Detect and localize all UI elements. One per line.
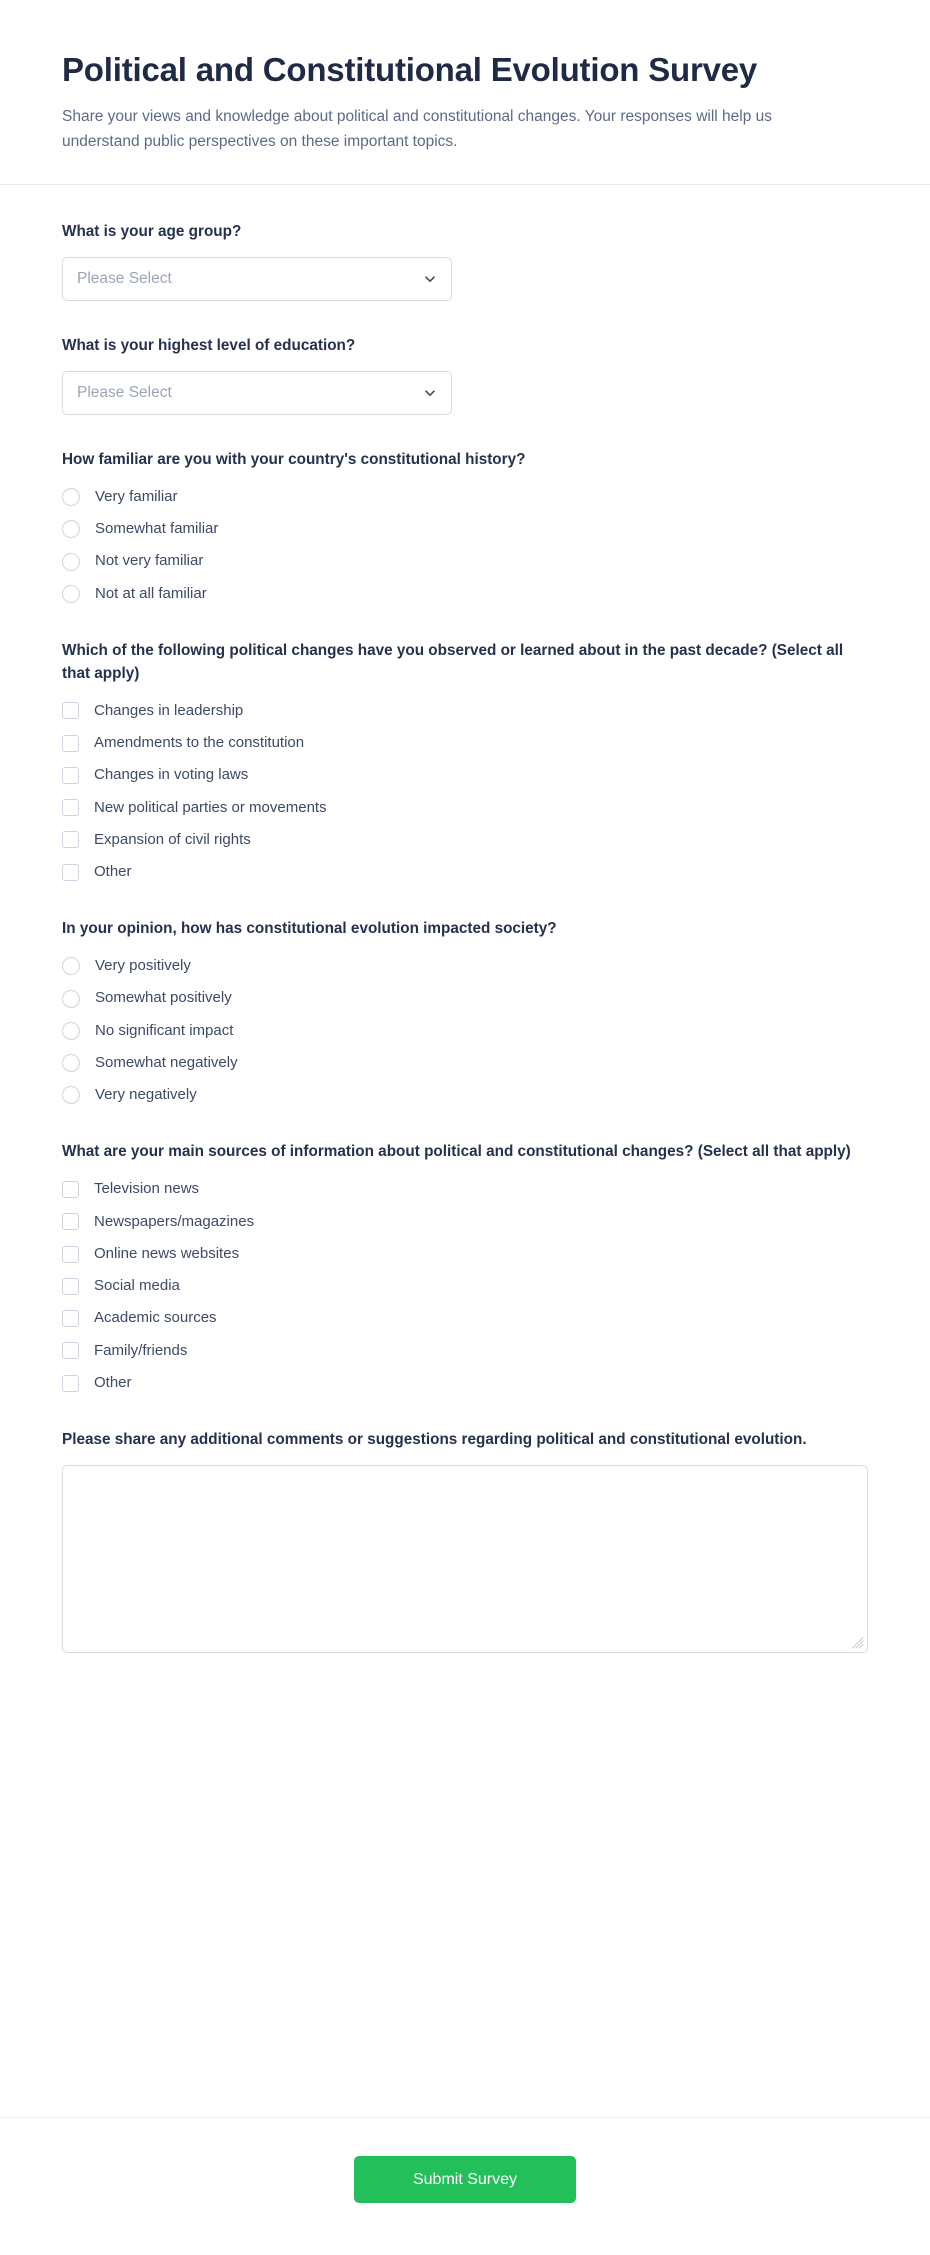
- checkbox-icon[interactable]: [62, 799, 79, 816]
- education-level-select-value: Please Select: [77, 383, 172, 401]
- resize-grip-icon[interactable]: [850, 1635, 864, 1649]
- page-subtitle: Share your views and knowledge about political and constitutional changes. Your responses will help us understand public perspectives on these important topics.: [62, 107, 773, 150]
- option-label: Amendments to the constitution: [94, 734, 305, 752]
- checkbox-option[interactable]: [62, 699, 868, 723]
- additional-comments-textarea[interactable]: [62, 1465, 868, 1653]
- radio-option[interactable]: [62, 582, 868, 606]
- radio-icon[interactable]: [62, 585, 80, 603]
- radio-icon[interactable]: [62, 990, 80, 1008]
- radio-option[interactable]: [62, 986, 868, 1010]
- radio-icon[interactable]: [62, 957, 80, 975]
- radio-option[interactable]: [62, 954, 868, 978]
- option-label: Somewhat familiar: [95, 520, 219, 538]
- checkbox-option[interactable]: [62, 1177, 868, 1201]
- radio-group-constitutional-familiarity: [62, 485, 868, 606]
- page-title: Political and Constitutional Evolution Survey: [62, 51, 758, 88]
- checkbox-icon[interactable]: [62, 1310, 79, 1327]
- checkbox-option[interactable]: [62, 1274, 868, 1298]
- question-information-sources: [62, 1141, 868, 1395]
- radio-option[interactable]: [62, 485, 868, 509]
- option-label: Not at all familiar: [95, 584, 207, 602]
- radio-icon[interactable]: [62, 488, 80, 506]
- option-label: Family/friends: [94, 1341, 188, 1359]
- age-group-select-wrapper: [62, 257, 452, 301]
- checkbox-option[interactable]: [62, 796, 868, 820]
- option-label: Other: [94, 1373, 132, 1391]
- chevron-down-icon: [423, 272, 437, 286]
- option-label: Somewhat negatively: [95, 1053, 238, 1071]
- radio-icon[interactable]: [62, 1054, 80, 1072]
- option-label: Changes in voting laws: [94, 766, 249, 784]
- question-observed-political-changes: [62, 640, 868, 884]
- radio-option[interactable]: [62, 1083, 868, 1107]
- question-label: What are your main sources of information about political and constitutional changes? (Select all that apply): [62, 1143, 851, 1161]
- checkbox-icon[interactable]: [62, 1342, 79, 1359]
- option-label: Social media: [94, 1277, 180, 1295]
- radio-icon[interactable]: [62, 1086, 80, 1104]
- option-label: Other: [94, 863, 132, 881]
- education-level-select[interactable]: [62, 371, 452, 415]
- age-group-select[interactable]: [62, 257, 452, 301]
- checkbox-icon[interactable]: [62, 1213, 79, 1230]
- option-label: New political parties or movements: [94, 798, 327, 816]
- radio-group-constitutional-impact: [62, 954, 868, 1107]
- checkbox-option[interactable]: [62, 731, 868, 755]
- checkbox-option[interactable]: [62, 1339, 868, 1363]
- question-label: Which of the following political changes have you observed or learned about in the past decade? (Select all that apply): [62, 641, 844, 682]
- submit-survey-button[interactable]: Submit Survey: [354, 2156, 576, 2203]
- checkbox-icon[interactable]: [62, 767, 79, 784]
- option-label: No significant impact: [95, 1021, 234, 1039]
- question-label: Please share any additional comments or suggestions regarding political and constitutional evolution.: [62, 1431, 807, 1449]
- option-label: Academic sources: [94, 1309, 217, 1327]
- chevron-down-icon: [423, 386, 437, 400]
- option-label: Very negatively: [95, 1086, 197, 1104]
- checkbox-option[interactable]: [62, 1371, 868, 1395]
- option-label: Very familiar: [95, 487, 178, 505]
- radio-icon[interactable]: [62, 553, 80, 571]
- checkbox-icon[interactable]: [62, 1246, 79, 1263]
- checkbox-option[interactable]: [62, 1242, 868, 1266]
- form-body: [0, 185, 930, 2083]
- question-education-level: [62, 335, 868, 415]
- question-label: In your opinion, how has constitutional evolution impacted society?: [62, 920, 557, 938]
- question-constitutional-impact: [62, 918, 868, 1107]
- checkbox-icon[interactable]: [62, 1181, 79, 1198]
- question-label: What is your age group?: [62, 223, 242, 241]
- checkbox-option[interactable]: [62, 1306, 868, 1330]
- radio-option[interactable]: [62, 1019, 868, 1043]
- education-level-select-wrapper: [62, 371, 452, 415]
- checkbox-icon[interactable]: [62, 702, 79, 719]
- question-constitutional-familiarity: [62, 449, 868, 606]
- radio-option[interactable]: [62, 1051, 868, 1075]
- question-age-group: [62, 221, 868, 301]
- radio-option[interactable]: [62, 517, 868, 541]
- option-label: Online news websites: [94, 1244, 240, 1262]
- checkbox-option[interactable]: [62, 1210, 868, 1234]
- checkbox-icon[interactable]: [62, 1375, 79, 1392]
- checkbox-icon[interactable]: [62, 1278, 79, 1295]
- question-additional-comments: [62, 1429, 868, 1653]
- radio-icon[interactable]: [62, 1022, 80, 1040]
- checkbox-icon[interactable]: [62, 864, 79, 881]
- form-header: [0, 0, 930, 184]
- radio-option[interactable]: [62, 549, 868, 573]
- checkbox-option[interactable]: [62, 763, 868, 787]
- checkbox-icon[interactable]: [62, 735, 79, 752]
- option-label: Newspapers/magazines: [94, 1212, 255, 1230]
- form-footer: [0, 2118, 930, 2255]
- radio-icon[interactable]: [62, 520, 80, 538]
- option-label: Not very familiar: [95, 552, 204, 570]
- option-label: Changes in leadership: [94, 701, 244, 719]
- option-label: Very positively: [95, 957, 191, 975]
- checkbox-group-information-sources: [62, 1177, 868, 1395]
- checkbox-option[interactable]: [62, 860, 868, 884]
- checkbox-option[interactable]: [62, 828, 868, 852]
- option-label: Somewhat positively: [95, 989, 232, 1007]
- age-group-select-value: Please Select: [77, 270, 172, 288]
- checkbox-group-observed-political-changes: [62, 699, 868, 885]
- question-label: What is your highest level of education?: [62, 337, 356, 355]
- option-label: Television news: [94, 1180, 200, 1198]
- option-label: Expansion of civil rights: [94, 830, 251, 848]
- question-label: How familiar are you with your country's constitutional history?: [62, 450, 526, 468]
- checkbox-icon[interactable]: [62, 831, 79, 848]
